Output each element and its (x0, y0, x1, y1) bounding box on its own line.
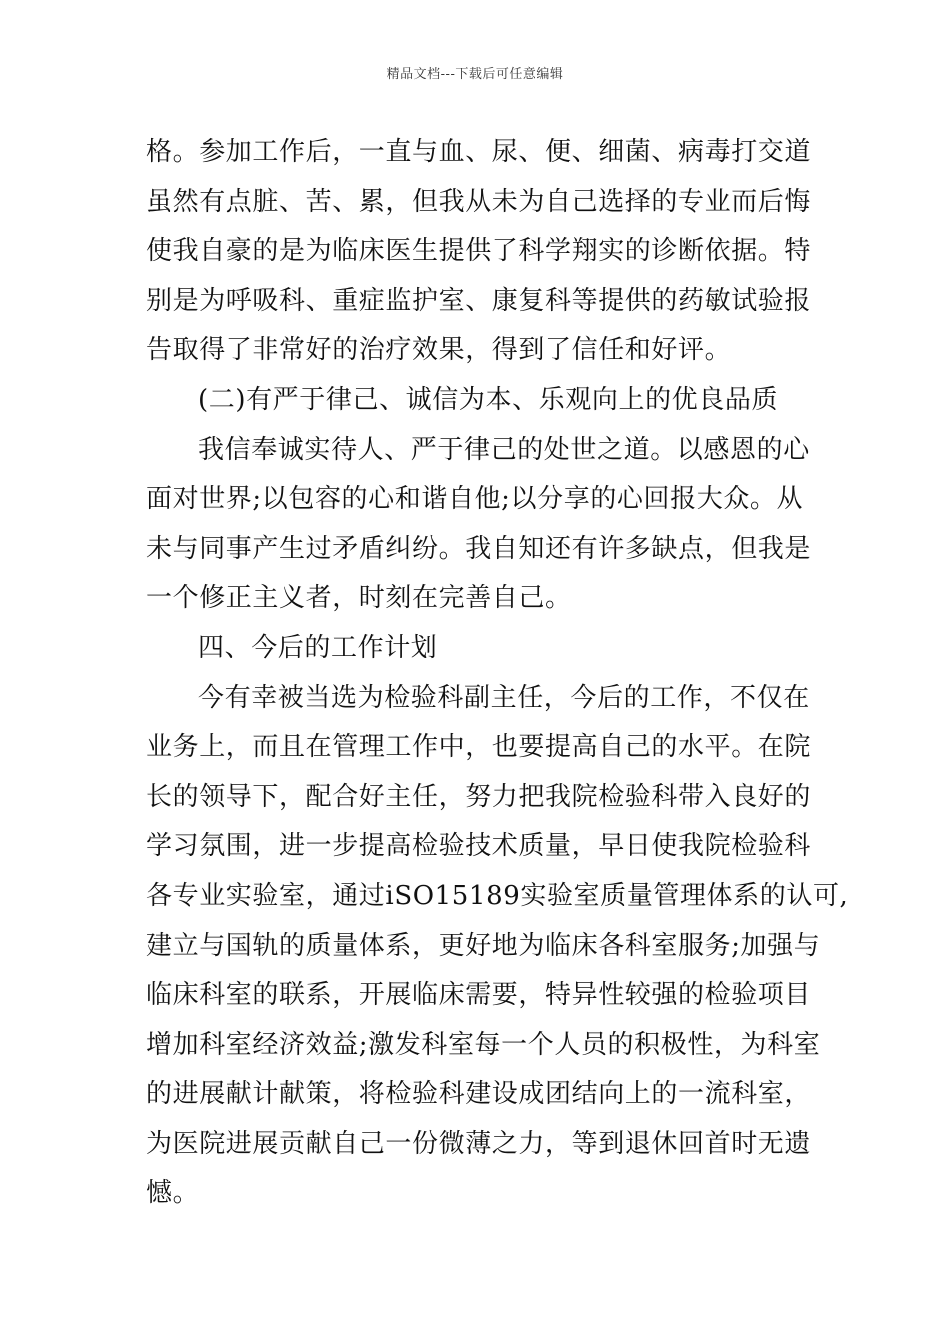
text-line: (二)有严于律己、诚信为本、乐观向上的优良品质 (198, 384, 779, 415)
text-line: 四、今后的工作计划 (198, 632, 438, 663)
text-line: 各专业实验室，通过iSO15189实验室质量管理体系的认可, (146, 880, 849, 911)
text-line: 虽然有点脏、苦、累，但我从未为自己选择的专业而后悔 (146, 186, 812, 217)
text-line: 临床科室的联系，开展临床需要，特异性较强的检验项目 (146, 980, 812, 1011)
text-line: 别是为呼吸科、重症监护室、康复科等提供的药敏试验报 (146, 285, 812, 316)
text-line: 告取得了非常好的治疗效果，得到了信任和好评。 (146, 335, 732, 366)
text-line: 业务上，而且在管理工作中，也要提高自己的水平。在院 (146, 732, 812, 763)
text-line: 一个修正主义者，时刻在完善自己。 (146, 583, 572, 614)
text-line: 学习氛围，进一步提高检验技术质量，早日使我院检验科 (146, 831, 812, 862)
text-line: 建立与国轨的质量体系，更好地为临床各科室服务;加强与 (146, 930, 821, 961)
text-line: 格。参加工作后，一直与血、尿、便、细菌、病毒打交道 (146, 137, 812, 167)
text-line: 我信奉诚实待人、严于律己的处世之道。以感恩的心 (198, 434, 810, 465)
document-body (146, 128, 849, 1219)
text-line: 为医院进展贡献自己一份微薄之力，等到退休回首时无遗 (146, 1128, 812, 1159)
text-line: 的进展献计献策，将检验科建设成团结向上的一流科室， (146, 1079, 812, 1110)
text-line: 未与同事产生过矛盾纠纷。我自知还有许多缺点，但我是 (146, 533, 812, 564)
page-header: 精品文档---下载后可任意编辑 (386, 67, 564, 82)
text-line: 憾。 (146, 1178, 200, 1209)
text-line: 今有幸被当选为检验科副主任，今后的工作，不仅在 (198, 682, 810, 713)
text-line: 使我自豪的是为临床医生提供了科学翔实的诊断依据。特 (146, 236, 812, 267)
text-line: 增加科室经济效益;激发科室每一个人员的积极性，为科室 (146, 1029, 821, 1060)
text-line: 长的领导下，配合好主任，努力把我院检验科带入良好的 (146, 781, 812, 812)
text-line: 面对世界;以包容的心和谐自他;以分享的心回报大众。从 (146, 484, 804, 515)
